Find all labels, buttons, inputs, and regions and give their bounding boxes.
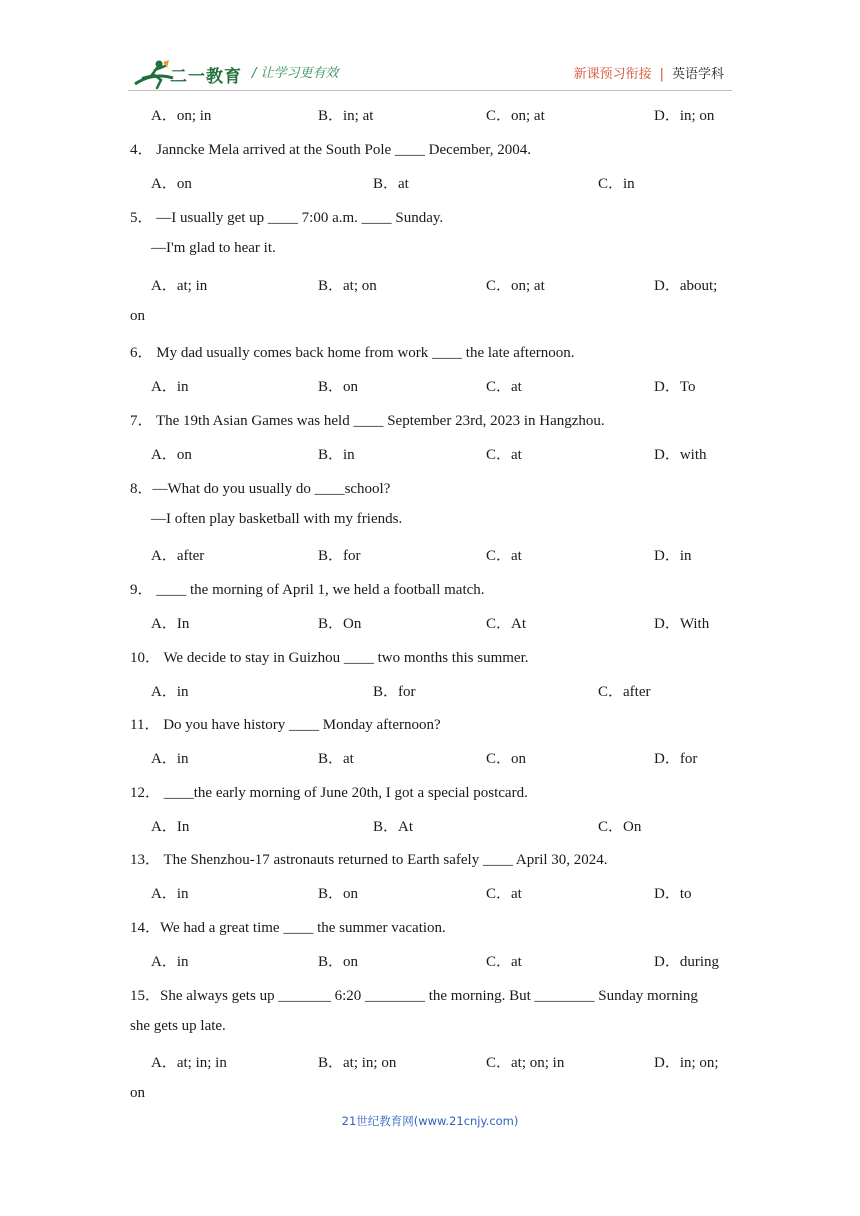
- question-text: she gets up late.: [130, 1018, 226, 1034]
- answer-option: A．on: [151, 176, 192, 192]
- answer-option: D．in; on: [654, 108, 715, 124]
- header-subject-name: 英语学科: [671, 67, 724, 82]
- question-text: 13． The Shenzhou-17 astronauts returned to Earth safely ____ April 30, 2024.: [130, 852, 608, 868]
- answer-option: C．on: [486, 751, 527, 767]
- answer-option: D．With: [654, 616, 710, 632]
- answer-option: C．at; on; in: [486, 1055, 565, 1071]
- answer-option: A．on: [151, 447, 192, 463]
- answer-option: B．on: [318, 379, 359, 395]
- question-text: on: [130, 308, 145, 324]
- page-footer: 21世纪教育网(www.21cnjy.com): [341, 1114, 519, 1128]
- answer-option: C．at: [486, 886, 522, 902]
- answer-option: A．after: [151, 548, 205, 564]
- question-text: 6． My dad usually comes back home from work ____ the late afternoon.: [130, 345, 575, 361]
- question-text: 5． —I usually get up ____ 7:00 a.m. ____ Sunday.: [130, 210, 444, 226]
- answer-option: B．On: [318, 616, 362, 632]
- header-subject: [574, 63, 724, 82]
- answer-option: B．for: [373, 684, 416, 700]
- answer-option: A．on; in: [151, 108, 212, 124]
- header-course: 新课预习衔接: [573, 67, 652, 82]
- header-slogan: / 让学习更有效: [252, 66, 339, 81]
- answer-option: B．at; in; on: [318, 1055, 397, 1071]
- answer-option: A．in: [151, 751, 189, 767]
- answer-option: D．in: [654, 548, 692, 564]
- logo-text: 二一教育: [170, 67, 242, 87]
- answer-option: D．in; on;: [654, 1055, 719, 1071]
- answer-option: D．during: [654, 954, 719, 970]
- answer-option: B．in; at: [318, 108, 374, 124]
- dialogue-line: —I'm glad to hear it.: [151, 240, 276, 256]
- answer-option: D．with: [654, 447, 707, 463]
- header-divider: [128, 90, 732, 91]
- answer-option: D．To: [654, 379, 696, 395]
- answer-option: B．at; on: [318, 278, 377, 294]
- answer-option: B．for: [318, 548, 361, 564]
- answer-option: A．In: [151, 616, 190, 632]
- answer-option: B．in: [318, 447, 355, 463]
- answer-option: A．In: [151, 819, 190, 835]
- question-text: 11． Do you have history ____ Monday afternoon?: [130, 717, 441, 733]
- answer-option: D．about;: [654, 278, 718, 294]
- answer-option: B．at: [373, 176, 409, 192]
- answer-option: A．in: [151, 954, 189, 970]
- answer-option: C．on; at: [486, 108, 545, 124]
- answer-option: A．at; in; in: [151, 1055, 227, 1071]
- answer-option: B．at: [318, 751, 354, 767]
- answer-option: C．on; at: [486, 278, 545, 294]
- answer-option: D．to: [654, 886, 692, 902]
- question-text: on: [130, 1085, 145, 1101]
- dialogue-line: —I often play basketball with my friends.: [151, 511, 403, 527]
- answer-option: A．at; in: [151, 278, 208, 294]
- answer-option: A．in: [151, 684, 189, 700]
- question-text: 7． The 19th Asian Games was held ____ September 23rd, 2023 in Hangzhou.: [130, 413, 605, 429]
- answer-option: D．for: [654, 751, 698, 767]
- question-text: 8．—What do you usually do ____school?: [130, 481, 391, 497]
- header-separator: |: [659, 67, 664, 82]
- question-text: 10． We decide to stay in Guizhou ____ two months this summer.: [130, 650, 529, 666]
- answer-option: A．in: [151, 886, 189, 902]
- answer-option: C．at: [486, 447, 522, 463]
- answer-option: C．On: [598, 819, 642, 835]
- answer-option: C．at: [486, 379, 522, 395]
- answer-option: B．At: [373, 819, 414, 835]
- answer-option: A．in: [151, 379, 189, 395]
- answer-option: C．at: [486, 954, 522, 970]
- answer-option: C．after: [598, 684, 651, 700]
- question-text: 9． ____ the morning of April 1, we held a football match.: [130, 582, 485, 598]
- page-header: [0, 0, 860, 100]
- answer-option: C．at: [486, 548, 522, 564]
- question-text: 14．We had a great time ____ the summer vacation.: [130, 920, 446, 936]
- answer-option: B．on: [318, 886, 359, 902]
- answer-option: C．At: [486, 616, 527, 632]
- question-text: 12． ____the early morning of June 20th, I got a special postcard.: [130, 785, 528, 801]
- answer-option: B．on: [318, 954, 359, 970]
- question-text: 15．She always gets up _______ 6:20 ________ the morning. But ________ Sunday morning: [130, 988, 698, 1004]
- answer-option: C．in: [598, 176, 635, 192]
- question-text: 4． Janncke Mela arrived at the South Pole ____ December, 2004.: [130, 142, 531, 158]
